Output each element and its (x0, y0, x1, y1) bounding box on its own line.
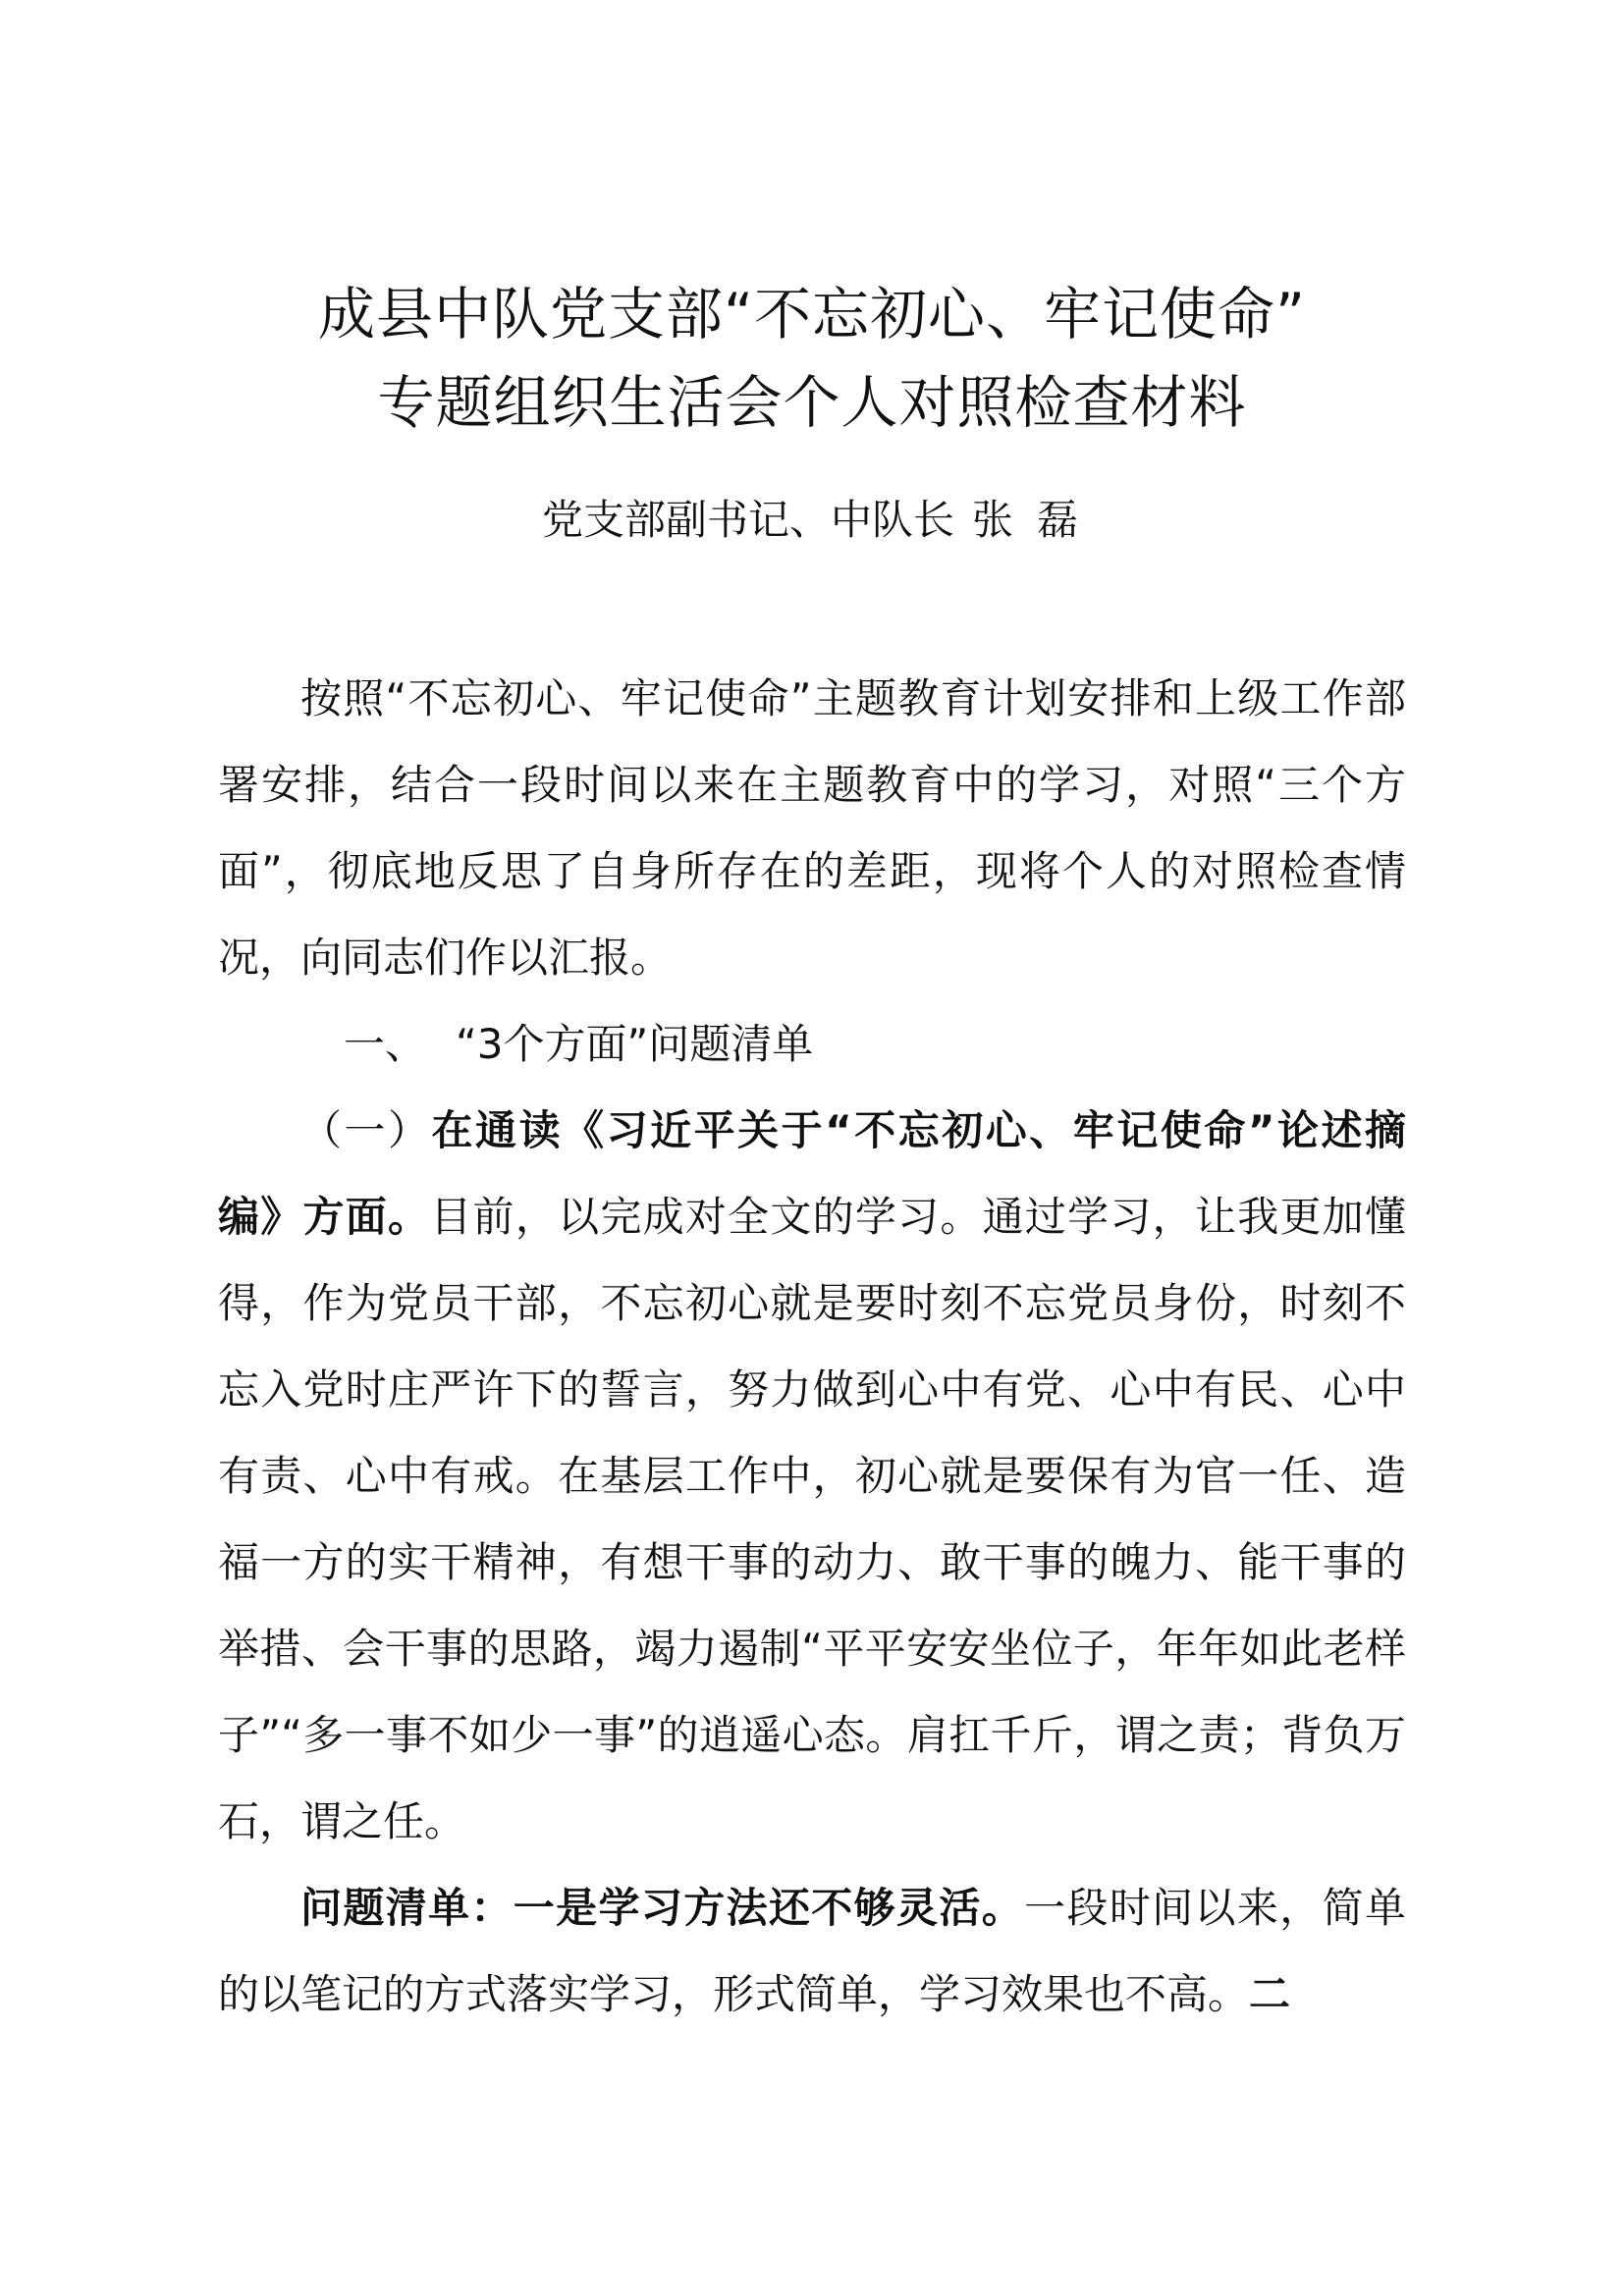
intro-paragraph: 按照“不忘初心、牢记使命”主题教育计划安排和上级工作部署安排，结合一段时间以来在主题教育中的学习，对照“三个方面”，彻底地反思了自身所存在的差距，现将个人的对照检查情况，向同志们作以汇报。 (218, 674, 1406, 982)
issues-paragraph (218, 1865, 1406, 2038)
author-name: 张磊 (972, 496, 1103, 544)
issue-1-text: 一段时间以来，简单的以笔记的方式落实学习，形式简单，学习效果也不高。 (218, 1884, 1406, 2018)
document-title-line-1: 成县中队党支部“不忘初心、牢记使命” (317, 281, 1307, 347)
document-body (218, 656, 1406, 2038)
section-1-heading (218, 1001, 1406, 1088)
document-title-line-2: 专题组织生活会个人对照检查材料 (377, 369, 1247, 436)
section-1-number: 一、 (344, 1020, 427, 1068)
section-1-title: “3个方面”问题清单 (456, 1020, 814, 1068)
subsection-1-number: （一） (300, 1106, 432, 1154)
subsection-1-text: 目前，以完成对全文的学习。通过学习，让我更加懂得，作为党员干部，不忘初心就是要时刻不忘党员身份，时刻不忘入党时庄严许下的誓言，努力做到心中有党、心中有民、心中有责、心中有戒。在基层工作中，初心就是要保有为官一任、造福一方的实干精神，有想干事的动力、敢干事的魄力、能干事的举措、会干事的思路，竭力遏制“平平安安坐位子，年年如此老样子”“多一事不如少一事”的逍遥心态。肩扛千斤，谓之责；背负万石，谓之任。 (218, 1193, 1406, 1845)
author-line (0, 491, 1624, 550)
subsection-1-bold-title: 在通读《习近平关于“不忘初心、牢记使命”论述摘编》方面。 (218, 1106, 1406, 1241)
issue-1-bold: 一是学习方法还不够灵活。 (513, 1884, 1025, 1932)
subsection-1-paragraph (218, 1088, 1406, 1865)
author-role: 党支部副书记、中队长 (541, 496, 954, 544)
issue-2-bold: 二 (1249, 1970, 1291, 2018)
issues-label: 问题清单： (300, 1884, 514, 1932)
